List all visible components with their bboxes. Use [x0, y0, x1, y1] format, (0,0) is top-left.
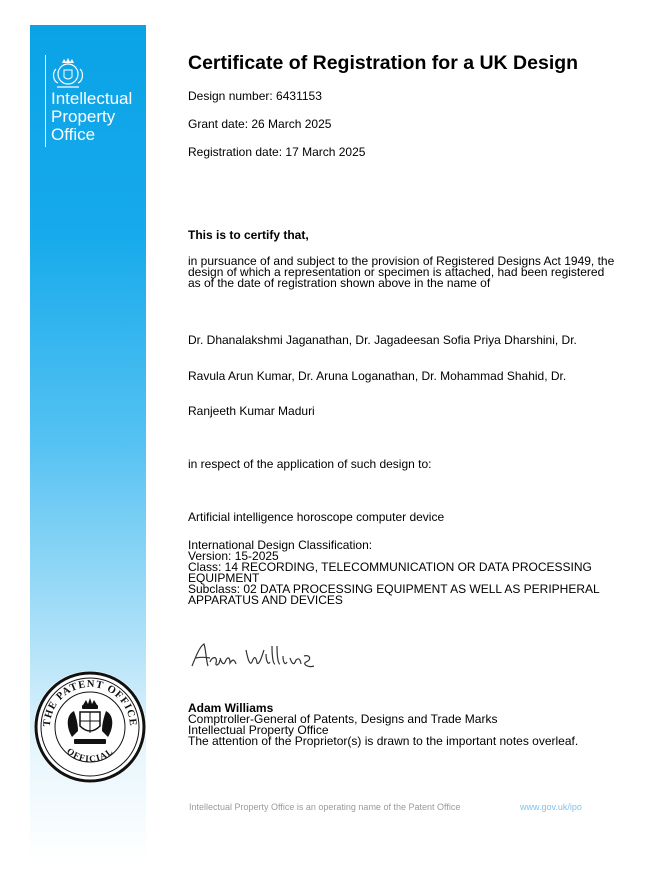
classification-class-line1: Class: 14 RECORDING, TELECOMMUNICATION OR DATA PROCESSING	[188, 560, 592, 574]
ipo-wordmark-line1: Intellectual	[51, 89, 133, 108]
design-number: Design number: 6431153	[188, 89, 322, 103]
classification-class-line2: EQUIPMENT	[188, 571, 260, 585]
seal-top-text: THE PATENT OFFICE	[41, 678, 139, 728]
footer-website-link[interactable]: www.gov.uk/ipo	[520, 802, 582, 812]
classification-subclass-line2: APPARATUS AND DEVICES	[188, 593, 343, 607]
classification-heading: International Design Classification:	[188, 538, 373, 552]
grant-date: Grant date: 26 March 2025	[188, 117, 332, 131]
certificate-title: Certificate of Registration for a UK Design	[188, 52, 579, 74]
ipo-wordmark	[51, 90, 132, 144]
classification-subclass-line1: Subclass: 02 DATA PROCESSING EQUIPMENT AS WELL AS PERIPHERAL	[188, 582, 600, 596]
certify-heading: This is to certify that,	[188, 228, 309, 242]
design-title: Artificial intelligence horoscope computer device	[188, 510, 445, 524]
ipo-wordmark-line2: Property	[51, 107, 116, 126]
footer-text: Intellectual Property Office is an operating name of the Patent Office	[189, 802, 461, 812]
classification-version: Version: 15-2025	[188, 549, 279, 563]
respect-text: in respect of the application of such design to:	[188, 457, 432, 471]
patent-office-seal	[30, 667, 150, 787]
pursuance-line1: in pursuance of and subject to the provision of Registered Designs Act 1949, the	[188, 254, 615, 268]
pursuance-paragraph	[188, 256, 618, 289]
signatory-block	[188, 703, 618, 747]
seal-bottom-text: OFFICIAL	[65, 745, 115, 764]
pursuance-line3: as of the date of registration shown above in the name of	[188, 276, 491, 290]
royal-crest-icon	[48, 55, 88, 91]
ipo-wordmark-line3: Office	[51, 125, 96, 144]
proprietor-names-line2: Ravula Arun Kumar, Dr. Aruna Loganathan, Dr. Mohammad Shahid, Dr.	[188, 369, 567, 383]
proprietor-names-line3: Ranjeeth Kumar Maduri	[188, 404, 315, 418]
registration-date: Registration date: 17 March 2025	[188, 145, 366, 159]
signature-image	[186, 636, 331, 676]
pursuance-line2: design of which a representation or specimen is attached, had been registered	[188, 265, 605, 279]
proprietor-names-line1: Dr. Dhanalakshmi Jaganathan, Dr. Jagadeesan Sofia Priya Dharshini, Dr.	[188, 333, 577, 347]
ipo-divider	[45, 55, 46, 147]
classification-block	[188, 540, 618, 606]
signatory-name: Adam Williams	[188, 701, 274, 715]
signatory-org: Intellectual Property Office	[188, 723, 329, 737]
proprietor-note: The attention of the Proprietor(s) is drawn to the important notes overleaf.	[188, 734, 579, 748]
signatory-role: Comptroller-General of Patents, Designs and Trade Marks	[188, 712, 498, 726]
